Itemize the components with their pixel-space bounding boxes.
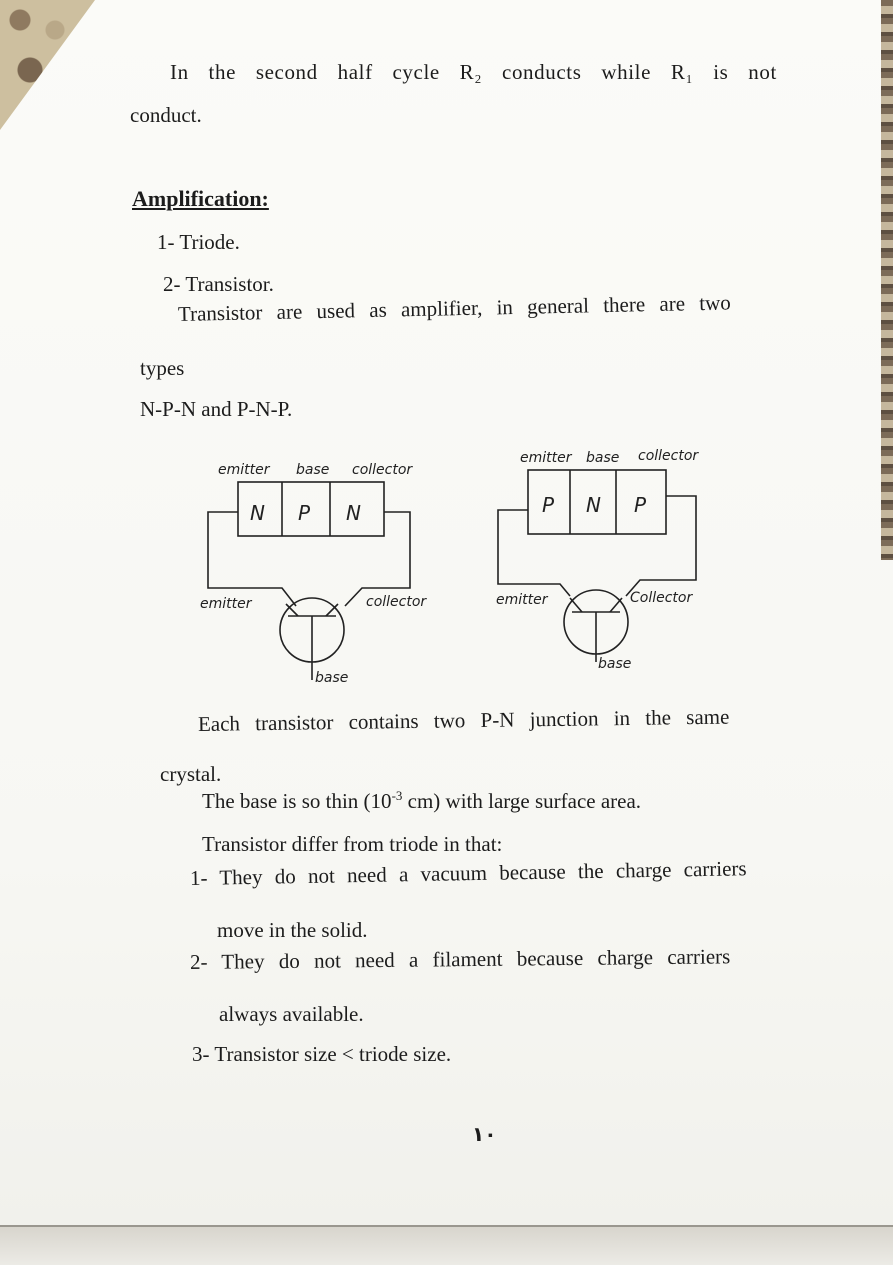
- paragraph-3-line-1: Each transistor contains two P-N junction in the same: [197, 704, 730, 736]
- npn-region-1: N: [250, 501, 265, 525]
- page-number: ١٠: [472, 1122, 497, 1146]
- transistor-diagram-svg: [190, 440, 750, 700]
- background-fabric: [0, 0, 95, 130]
- npn-side-label-collector: collector: [366, 594, 427, 610]
- paragraph-2-line-1: Transistor are used as amplifier, in general there are two: [177, 290, 732, 326]
- npn-side-label-emitter: emitter: [200, 596, 252, 612]
- list-item-triode: 1- Triode.: [157, 230, 240, 254]
- npn-region-3: N: [346, 501, 361, 525]
- page-bottom-edge: [0, 1225, 893, 1265]
- pnp-collector-lead: [610, 598, 622, 612]
- npn-top-label-base: base: [296, 462, 330, 478]
- pnp-top-label-base: base: [586, 450, 620, 466]
- npn-top-label-collector: collector: [352, 462, 413, 478]
- pnp-base-label: base: [598, 656, 632, 672]
- difference-item-3: 3- Transistor size < triode size.: [192, 1042, 452, 1066]
- paragraph-3-line-4: Transistor differ from triode in that:: [202, 832, 503, 856]
- npn-base-label: base: [315, 670, 349, 686]
- npn-collector-wire: [345, 512, 410, 606]
- transistor-diagram: [190, 440, 750, 700]
- pnp-emitter-lead: [570, 598, 582, 612]
- pnp-labels: [496, 448, 699, 672]
- pnp-top-label-emitter: emitter: [520, 450, 572, 466]
- npn-top-label-emitter: emitter: [218, 462, 270, 478]
- pnp-side-label-emitter: emitter: [496, 592, 548, 608]
- paragraph-2-line-2: types: [140, 356, 185, 380]
- pnp-top-label-collector: collector: [638, 448, 699, 464]
- difference-item-1: 1- They do not need a vacuum because the charge carriers: [189, 856, 747, 890]
- base-thickness-text-pre: The base is so thin (10: [202, 789, 392, 813]
- pnp-region-3: P: [634, 493, 647, 517]
- npn-labels: [200, 462, 427, 686]
- paragraph-2-line-3: N-P-N and P-N-P.: [140, 397, 293, 421]
- paragraph-3-line-3: [202, 788, 641, 814]
- difference-item-2: 2- They do not need a filament because charge carriers: [189, 944, 731, 974]
- difference-item-2-continued: always available.: [219, 1002, 364, 1026]
- list-item-transistor: 2- Transistor.: [163, 272, 274, 296]
- background-fabric-edge: [881, 0, 893, 560]
- pnp-side-label-collector: Collector: [630, 590, 693, 606]
- pnp-region-1: P: [542, 493, 555, 517]
- paragraph-1-line-1: In the second half cycle R₂ conducts while R₁ is not: [170, 60, 777, 84]
- base-thickness-exponent: -3: [391, 788, 403, 803]
- pnp-emitter-wire: [498, 510, 570, 596]
- pnp-region-2: N: [586, 493, 601, 517]
- paragraph-1-line-2: conduct.: [130, 103, 202, 127]
- paragraph-3-line-2: crystal.: [160, 762, 222, 786]
- base-thickness-text-post: cm) with large surface area.: [402, 789, 642, 813]
- npn-region-2: P: [298, 501, 311, 525]
- difference-item-1-continued: move in the solid.: [217, 918, 368, 942]
- section-heading: Amplification:: [132, 186, 269, 211]
